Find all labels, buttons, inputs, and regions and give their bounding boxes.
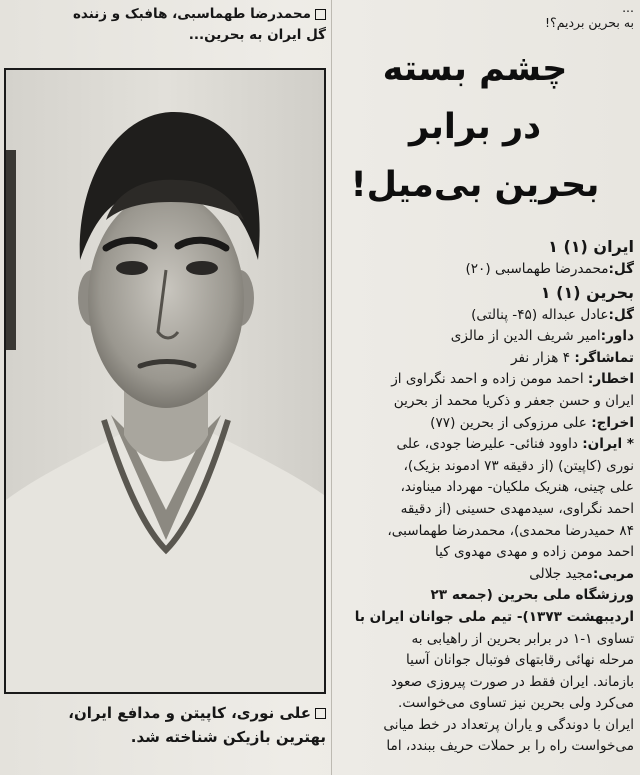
previous-article-tail	[344, 0, 634, 30]
article-line-7: ایران با دوندگی و یاران پرتعداد در خط میانی	[383, 716, 634, 733]
player-portrait-image	[6, 70, 324, 692]
bahrain-goal: عادل عبداله (۴۵- پنالتی)	[471, 306, 609, 323]
article-line-4: مرحله نهائی رقابتهای فوتبال جوانان آسیا	[406, 652, 634, 669]
lineup-line-2: نوری (کاپیتن) (از دقیقه ۷۳ ادموند بزیک)،	[403, 457, 634, 474]
expulsion: علی مرزوکی از بحرین (۷۷)	[430, 414, 587, 431]
spectators-label: تماشاگر:	[574, 349, 634, 366]
warnings-line-1: احمد مومن زاده و احمد نگراوی از	[391, 371, 584, 388]
caption-box-icon-2	[315, 708, 326, 719]
previous-article-line-1: ...	[622, 0, 634, 15]
spectators: ۴ هزار نفر	[510, 349, 571, 366]
article-line-6: می‌کرد ولی بحرین نیز تساوی می‌خواست.	[398, 695, 634, 712]
lineup-line-4: احمد نگراوی، سیدمهدی حسینی (از دقیقه	[400, 500, 634, 517]
caption-box-icon	[315, 9, 326, 20]
headline-line-3: بحرین بی‌میل!	[350, 165, 600, 205]
photo-caption-top-line-1: محمدرضا طهماسبی، هافبک و زننده	[72, 6, 311, 22]
photo-caption-bottom	[8, 701, 326, 749]
match-report	[344, 235, 634, 758]
coach: مجید جلالی	[529, 565, 593, 582]
article-line-2: اردیبهشت ۱۳۷۳)- تیم ملی جوانان ایران با	[354, 608, 634, 625]
referee: امیر شریف الدین از مالزی	[450, 328, 601, 345]
headline-line-2: در برابر	[408, 107, 542, 147]
photo-caption-bottom-line-1: علی نوری، کاپیتن و مدافع ایران،	[68, 704, 311, 722]
article-line-5: بازماند. ایران فقط در صورت پیروزی صعود	[390, 673, 634, 690]
lineup-line-1: داوود فنائی- علیرضا جودی، علی	[396, 436, 578, 453]
warnings-label: اخطار:	[587, 371, 634, 388]
iran-score: ایران (۱) ۱	[548, 237, 634, 256]
iran-goal-label: گل:	[608, 261, 634, 277]
bahrain-score: بحرین (۱) ۱	[540, 282, 634, 302]
photo-caption-bottom-line-2: بهترین بازیکن شناخته شد.	[130, 728, 326, 746]
lineup-line-5: ۸۴ حمیدرضا محمدی)، محمدرضا طهماسبی،	[387, 522, 634, 539]
previous-article-line-2: به بحرین بردیم؟!	[545, 15, 634, 30]
player-photo	[4, 68, 326, 694]
warnings-line-2: ایران و حسن جعفر و ذکریا محمد از بحرین	[393, 392, 634, 409]
lineup-line-3: علی چینی، هنریک ملکیان- مهرداد میناوند،	[400, 479, 634, 496]
expulsion-label: اخراج:	[591, 414, 634, 431]
bahrain-goal-label: گل:	[608, 306, 634, 323]
article-line-8: می‌خواست راه را بر حملات حریف ببندد، اما	[386, 738, 634, 755]
lineup-line-6: احمد مومن زاده و مهدی مهدوی کیا	[434, 544, 634, 561]
article-line-3: تساوی ۱-۱ در برابر بحرین از راهیابی به	[411, 630, 634, 647]
article-line-1: ورزشگاه ملی بحرین (جمعه ۲۳	[430, 587, 634, 604]
photo-caption-top	[8, 4, 326, 46]
coach-label: مربی:	[592, 565, 634, 582]
column-rule	[331, 0, 332, 775]
lineup-label: * ایران:	[582, 436, 634, 453]
article-headline	[344, 40, 606, 214]
referee-label: داور:	[600, 328, 634, 345]
headline-line-1: چشم بسته	[382, 49, 568, 89]
photo-caption-top-line-2: گل ایران به بحرین...	[188, 27, 326, 43]
iran-goal: محمدرضا طهماسبی (۲۰)	[465, 261, 609, 277]
